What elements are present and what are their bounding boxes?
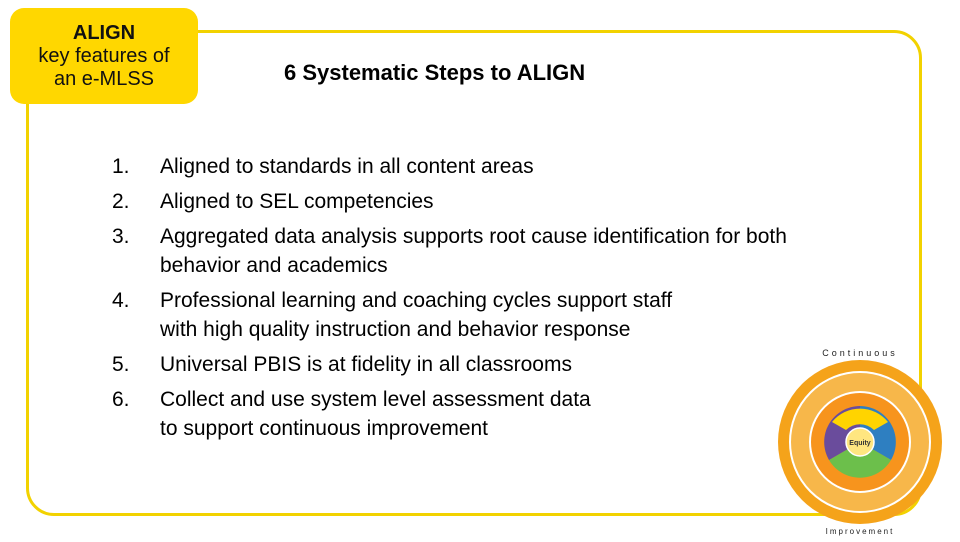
step-number: 4. [112, 289, 130, 312]
step-number: 6. [112, 388, 130, 411]
step-text: Professional learning and coaching cycles support staff [160, 289, 673, 312]
step-text-continued: with high quality instruction and behavior response [160, 318, 631, 341]
step-item-1 [112, 152, 902, 181]
wheel-top-label: Continuous [822, 348, 898, 358]
step-text: Collect and use system level assessment data [160, 388, 591, 411]
step-text: Aggregated data analysis supports root cause identification for both [160, 225, 787, 248]
align-badge [10, 8, 198, 104]
step-text: Aligned to standards in all content areas [160, 155, 534, 178]
step-number: 1. [112, 155, 130, 178]
step-text: Universal PBIS is at fidelity in all classrooms [160, 353, 572, 376]
wheel-bottom-label: Improvement [825, 527, 895, 536]
badge-title: ALIGN [72, 21, 136, 44]
step-item-3 [112, 222, 902, 280]
slide-title: 6 Systematic Steps to ALIGN [284, 60, 586, 85]
step-item-2 [112, 187, 902, 216]
step-text: Aligned to SEL competencies [160, 190, 434, 213]
badge-subtitle-line-2: an e-MLSS [53, 67, 155, 90]
step-item-4 [112, 286, 902, 344]
badge-subtitle-line-1: key features of [38, 44, 170, 67]
step-number: 3. [112, 225, 130, 248]
step-text-continued: to support continuous improvement [160, 417, 489, 440]
step-text-continued: behavior and academics [160, 254, 388, 277]
wheel-center-label: Equity [849, 440, 871, 447]
step-number: 2. [112, 190, 130, 213]
step-number: 5. [112, 353, 130, 376]
mlss-wheel-graphic [770, 342, 950, 542]
